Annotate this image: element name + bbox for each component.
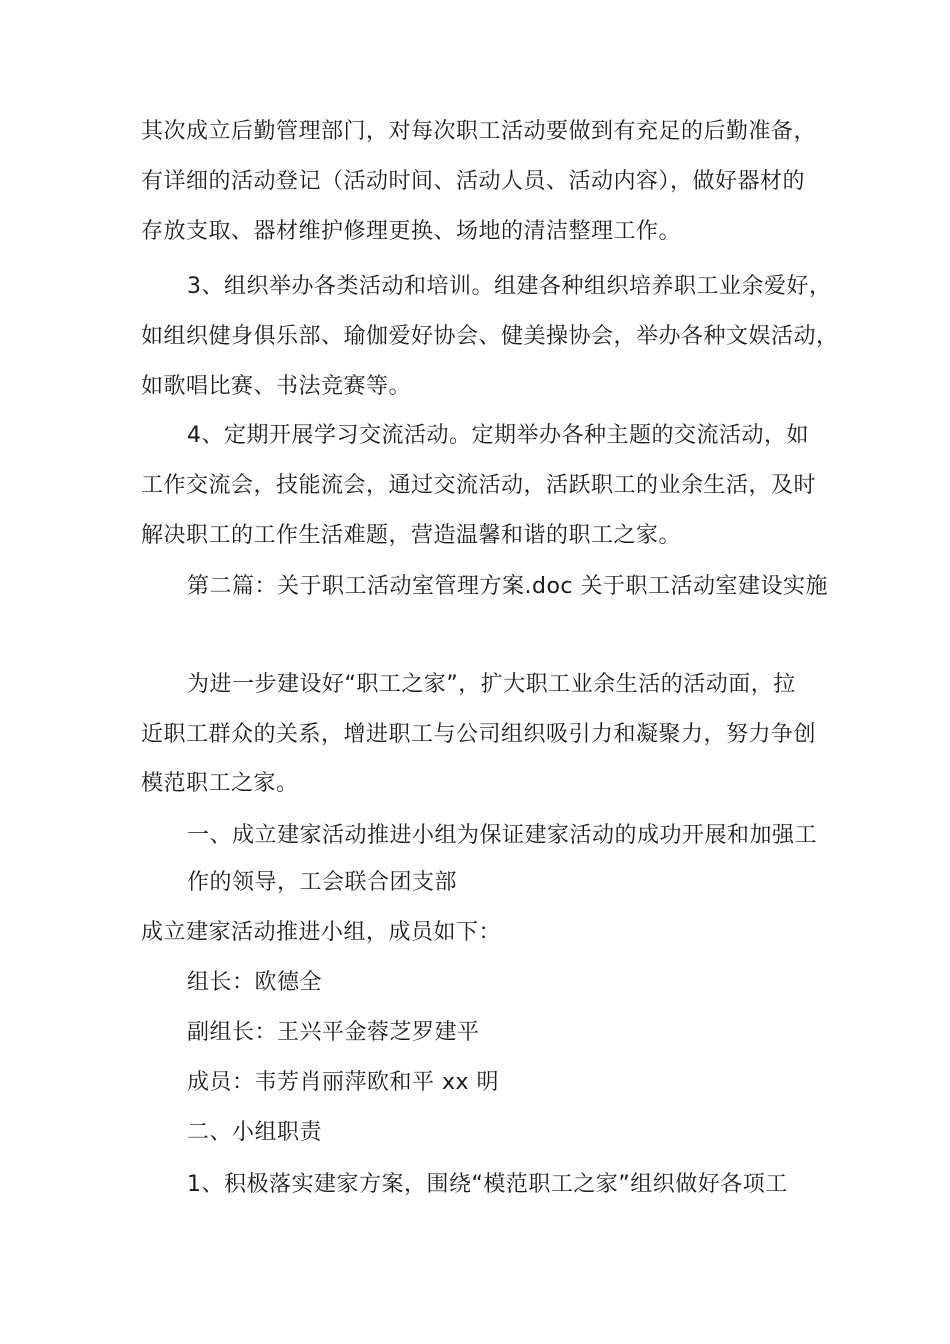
- text-line: 如组织健身俱乐部、瑜伽爱好协会、健美操协会，举办各种文娱活动，: [141, 324, 839, 349]
- text-line: 如歌唱比赛、书法竞赛等。: [141, 374, 412, 399]
- text-line: 作的领导，工会联合团支部: [187, 870, 458, 895]
- text-line: 模范职工之家。: [141, 771, 299, 796]
- text-line: 成员：韦芳肖丽萍欧和平 xx 明: [187, 1070, 500, 1095]
- text-line: 成立建家活动推进小组，成员如下：: [141, 920, 502, 945]
- text-line: 存放支取、器材维护修理更换、场地的清洁整理工作。: [141, 219, 682, 244]
- text-line: 1、积极落实建家方案，围绕“模范职工之家”组织做好各项工: [187, 1172, 788, 1197]
- text-line: 一、成立建家活动推进小组为保证建家活动的成功开展和加强工: [187, 823, 818, 848]
- text-line: 二、小组职责: [187, 1120, 323, 1145]
- text-line: 组长：欧德全: [187, 970, 323, 995]
- text-line: 工作交流会，技能流会，通过交流活动，活跃职工的业余生活，及时: [141, 473, 817, 498]
- text-line: 解决职工的工作生活难题，营造温馨和谐的职工之家。: [141, 523, 682, 548]
- text-line: 为进一步建设好“职工之家”，扩大职工业余生活的活动面，拉: [187, 672, 796, 697]
- text-line: 3、组织举办各类活动和培训。组建各种组织培养职工业余爱好，: [187, 274, 832, 299]
- text-line: 第二篇：关于职工活动室管理方案.doc 关于职工活动室建设实施: [187, 574, 829, 599]
- text-line: 其次成立后勤管理部门，对每次职工活动要做到有充足的后勤准备，: [141, 119, 817, 144]
- text-line: 近职工群众的关系，增进职工与公司组织吸引力和凝聚力，努力争创: [141, 722, 817, 747]
- text-line: 有详细的活动登记（活动时间、活动人员、活动内容），做好器材的: [141, 169, 806, 194]
- text-line: 副组长：王兴平金蓉芝罗建平: [187, 1020, 480, 1045]
- text-line: 4、定期开展学习交流活动。定期举办各种主题的交流活动，如: [187, 423, 809, 448]
